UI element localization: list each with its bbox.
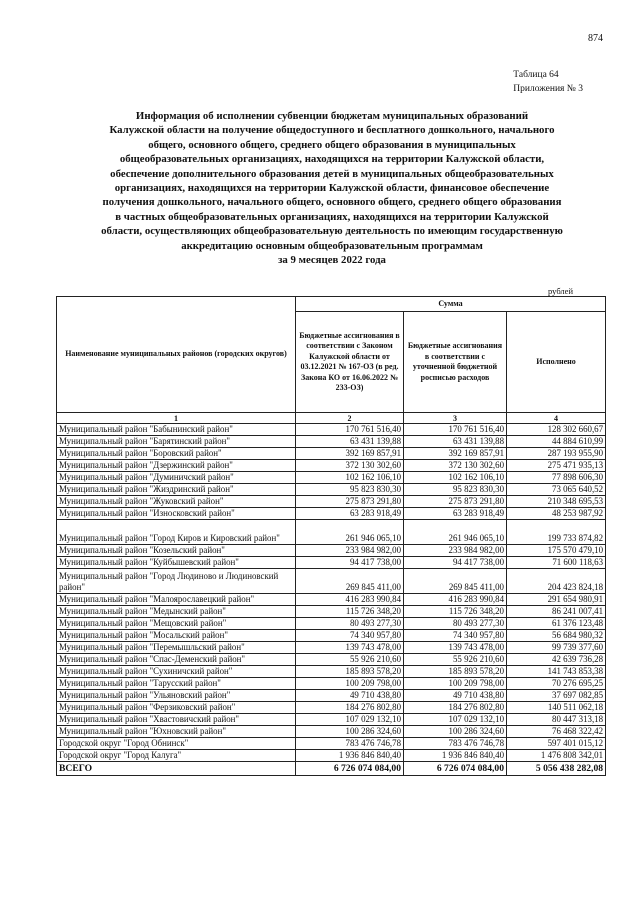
municipality-name: Муниципальный район "Ферзиковский район" — [57, 702, 296, 714]
municipality-name: Муниципальный район "Хвастовичский район" — [57, 714, 296, 726]
law-allocation: 107 029 132,10 — [296, 714, 404, 726]
municipality-name: Муниципальный район "Перемышльский район" — [57, 642, 296, 654]
law-allocation: 139 743 478,00 — [296, 642, 404, 654]
plan-allocation: 1 936 846 840,40 — [404, 750, 507, 762]
total-law: 6 726 074 084,00 — [296, 762, 404, 776]
executed-amount: 275 471 935,13 — [507, 460, 606, 472]
municipality-name: Муниципальный район "Жуковский район" — [57, 496, 296, 508]
law-allocation: 74 340 957,80 — [296, 630, 404, 642]
municipality-name: Муниципальный район "Куйбышевский район" — [57, 557, 296, 569]
title-line: аккредитацию основным общеобразовательным программам — [181, 239, 483, 252]
executed-amount: 140 511 062,18 — [507, 702, 606, 714]
municipality-name: Муниципальный район "Барятинский район" — [57, 436, 296, 448]
law-allocation: 1 936 846 840,40 — [296, 750, 404, 762]
municipality-name: Муниципальный район "Мещовский район" — [57, 618, 296, 630]
total-label: ВСЕГО — [57, 762, 296, 776]
plan-allocation: 107 029 132,10 — [404, 714, 507, 726]
table-row — [57, 436, 606, 448]
executed-amount: 70 276 695,25 — [507, 678, 606, 690]
page-number: 874 — [588, 33, 603, 44]
law-allocation: 102 162 106,10 — [296, 472, 404, 484]
law-allocation: 372 130 302,60 — [296, 460, 404, 472]
executed-amount: 86 241 007,41 — [507, 606, 606, 618]
executed-amount: 99 739 377,60 — [507, 642, 606, 654]
plan-allocation: 783 476 746,78 — [404, 738, 507, 750]
header-plan-allocations: Бюджетные ассигнования в соответствии с уточненной бюджетной росписью расходов — [404, 312, 507, 413]
law-allocation: 184 276 802,80 — [296, 702, 404, 714]
plan-allocation: 55 926 210,60 — [404, 654, 507, 666]
executed-amount: 71 600 118,63 — [507, 557, 606, 569]
municipality-name: Муниципальный район "Медынский район" — [57, 606, 296, 618]
table-row — [57, 750, 606, 762]
table-row — [57, 606, 606, 618]
document-title — [62, 109, 602, 267]
law-allocation: 233 984 982,00 — [296, 545, 404, 557]
municipality-name: Муниципальный район "Мосальский район" — [57, 630, 296, 642]
table-row — [57, 545, 606, 557]
municipality-name: Муниципальный район "Малоярославецкий район" — [57, 594, 296, 606]
col-number-3: 3 — [404, 413, 507, 424]
title-line: области, осуществляющих общеобразовательную деятельность по имеющим государственную — [101, 225, 563, 238]
table-row — [57, 738, 606, 750]
table-row — [57, 642, 606, 654]
executed-amount: 141 743 853,38 — [507, 666, 606, 678]
table-row — [57, 726, 606, 738]
law-allocation: 392 169 857,91 — [296, 448, 404, 460]
col-number-2: 2 — [296, 413, 404, 424]
executed-amount: 597 401 015,12 — [507, 738, 606, 750]
plan-allocation: 185 893 578,20 — [404, 666, 507, 678]
executed-amount: 287 193 955,90 — [507, 448, 606, 460]
plan-allocation: 233 984 982,00 — [404, 545, 507, 557]
law-allocation: 80 493 277,30 — [296, 618, 404, 630]
plan-allocation: 269 845 411,00 — [404, 569, 507, 594]
table-row — [57, 484, 606, 496]
law-allocation: 95 823 830,30 — [296, 484, 404, 496]
law-allocation: 261 946 065,10 — [296, 520, 404, 545]
law-allocation: 100 209 798,00 — [296, 678, 404, 690]
header-name: Наименование муниципальных районов (городских округов) — [57, 297, 296, 413]
municipality-name: Муниципальный район "Ульяновский район" — [57, 690, 296, 702]
municipality-name: Муниципальный район "Боровский район" — [57, 448, 296, 460]
municipality-name: Муниципальный район "Дзержинский район" — [57, 460, 296, 472]
total-executed: 5 056 438 282,08 — [507, 762, 606, 776]
title-line: получения дошкольного, начального общего, основного общего, среднего общего образования — [102, 196, 562, 209]
plan-allocation: 80 493 277,30 — [404, 618, 507, 630]
table-row — [57, 508, 606, 520]
executed-amount: 37 697 082,85 — [507, 690, 606, 702]
total-plan: 6 726 074 084,00 — [404, 762, 507, 776]
units-label: рублей — [548, 286, 573, 296]
plan-allocation: 170 761 516,40 — [404, 424, 507, 436]
plan-allocation: 100 286 324,60 — [404, 726, 507, 738]
table-row — [57, 557, 606, 569]
municipality-name: Муниципальный район "Думиничский район" — [57, 472, 296, 484]
plan-allocation: 139 743 478,00 — [404, 642, 507, 654]
plan-allocation: 49 710 438,80 — [404, 690, 507, 702]
title-line: общеобразовательных организациях, находящихся на территории Калужской области, — [119, 153, 545, 166]
plan-allocation: 184 276 802,80 — [404, 702, 507, 714]
table-row — [57, 618, 606, 630]
law-allocation: 100 286 324,60 — [296, 726, 404, 738]
executed-amount: 80 447 313,18 — [507, 714, 606, 726]
plan-allocation: 74 340 957,80 — [404, 630, 507, 642]
title-line: обеспечение дополнительного образования детей в муниципальных общеобразовательных — [110, 167, 554, 180]
table-row — [57, 424, 606, 436]
plan-allocation: 416 283 990,84 — [404, 594, 507, 606]
header-sum: Сумма — [296, 297, 606, 312]
plan-allocation: 100 209 798,00 — [404, 678, 507, 690]
plan-allocation: 102 162 106,10 — [404, 472, 507, 484]
municipality-name: Муниципальный район "Сухиничский район" — [57, 666, 296, 678]
plan-allocation: 115 726 348,20 — [404, 606, 507, 618]
title-line: организациях, находящихся на территории Калужской области, финансовое обеспечение — [114, 182, 550, 195]
executed-amount: 48 253 987,92 — [507, 508, 606, 520]
table-row — [57, 448, 606, 460]
table-row — [57, 678, 606, 690]
municipality-name: Муниципальный район "Козельский район" — [57, 545, 296, 557]
municipality-name: Муниципальный район "Город Киров и Кировский район" — [57, 520, 296, 545]
municipality-name: Городской округ "Город Калуга" — [57, 750, 296, 762]
table-row — [57, 594, 606, 606]
municipality-name: Муниципальный район "Спас-Деменский район" — [57, 654, 296, 666]
table-row — [57, 630, 606, 642]
title-line: Калужской области на получение общедоступного и бесплатного дошкольного, начального — [109, 124, 555, 137]
executed-amount: 204 423 824,18 — [507, 569, 606, 594]
law-allocation: 63 431 139,88 — [296, 436, 404, 448]
header-law-allocations: Бюджетные ассигнования в соответствии с Законом Калужской области от 03.12.2021 № 167-ОЗ (в ред. Закона КО от 16.06.2022 № 233-ОЗ) — [296, 312, 404, 413]
municipality-name: Муниципальный район "Износковский район" — [57, 508, 296, 520]
total-row — [57, 762, 606, 776]
law-allocation: 275 873 291,80 — [296, 496, 404, 508]
table-body — [57, 424, 606, 776]
col-number-1: 1 — [57, 413, 296, 424]
table-label: Таблица 64 — [513, 70, 559, 80]
table-row — [57, 496, 606, 508]
executed-amount: 77 898 606,30 — [507, 472, 606, 484]
municipality-name: Муниципальный район "Жиздринский район" — [57, 484, 296, 496]
executed-amount: 73 065 640,52 — [507, 484, 606, 496]
executed-amount: 76 468 322,42 — [507, 726, 606, 738]
plan-allocation: 63 431 139,88 — [404, 436, 507, 448]
annex-label — [513, 68, 583, 96]
table-row — [57, 690, 606, 702]
plan-allocation: 392 169 857,91 — [404, 448, 507, 460]
executed-amount: 61 376 123,48 — [507, 618, 606, 630]
municipality-name: Городской округ "Город Обнинск" — [57, 738, 296, 750]
law-allocation: 170 761 516,40 — [296, 424, 404, 436]
table-row — [57, 472, 606, 484]
law-allocation: 55 926 210,60 — [296, 654, 404, 666]
executed-amount: 175 570 479,10 — [507, 545, 606, 557]
law-allocation: 185 893 578,20 — [296, 666, 404, 678]
header-executed: Исполнено — [507, 312, 606, 413]
plan-allocation: 261 946 065,10 — [404, 520, 507, 545]
table-row — [57, 569, 606, 594]
title-line: Информация об исполнении субвенции бюджетам муниципальных образований — [135, 110, 529, 122]
table-row — [57, 460, 606, 472]
law-allocation: 94 417 738,00 — [296, 557, 404, 569]
executed-amount: 199 733 874,82 — [507, 520, 606, 545]
table-row — [57, 520, 606, 545]
executed-amount: 1 476 808 342,01 — [507, 750, 606, 762]
table-row — [57, 702, 606, 714]
municipality-name: Муниципальный район "Бабынинский район" — [57, 424, 296, 436]
municipality-name: Муниципальный район "Юхновский район" — [57, 726, 296, 738]
executed-amount: 291 654 980,91 — [507, 594, 606, 606]
table-row — [57, 714, 606, 726]
municipality-name: Муниципальный район "Город Людиново и Людиновский район" — [57, 569, 296, 594]
law-allocation: 63 283 918,49 — [296, 508, 404, 520]
plan-allocation: 275 873 291,80 — [404, 496, 507, 508]
plan-allocation: 94 417 738,00 — [404, 557, 507, 569]
subvention-table — [56, 296, 606, 776]
law-allocation: 49 710 438,80 — [296, 690, 404, 702]
title-line: общего, основного общего, среднего общего образования в муниципальных — [148, 138, 516, 151]
table-row — [57, 666, 606, 678]
plan-allocation: 372 130 302,60 — [404, 460, 507, 472]
executed-amount: 44 884 610,99 — [507, 436, 606, 448]
executed-amount: 42 639 736,28 — [507, 654, 606, 666]
title-line: в частных общеобразовательных организациях, находящихся на территории Калужской — [115, 210, 549, 223]
executed-amount: 56 684 980,32 — [507, 630, 606, 642]
col-number-4: 4 — [507, 413, 606, 424]
executed-amount: 128 302 660,67 — [507, 424, 606, 436]
table-row — [57, 654, 606, 666]
plan-allocation: 95 823 830,30 — [404, 484, 507, 496]
appendix-label: Приложения № 3 — [513, 84, 583, 94]
law-allocation: 269 845 411,00 — [296, 569, 404, 594]
executed-amount: 210 348 695,53 — [507, 496, 606, 508]
law-allocation: 783 476 746,78 — [296, 738, 404, 750]
law-allocation: 115 726 348,20 — [296, 606, 404, 618]
plan-allocation: 63 283 918,49 — [404, 508, 507, 520]
title-line: за 9 месяцев 2022 года — [278, 254, 386, 267]
municipality-name: Муниципальный район "Тарусский район" — [57, 678, 296, 690]
law-allocation: 416 283 990,84 — [296, 594, 404, 606]
